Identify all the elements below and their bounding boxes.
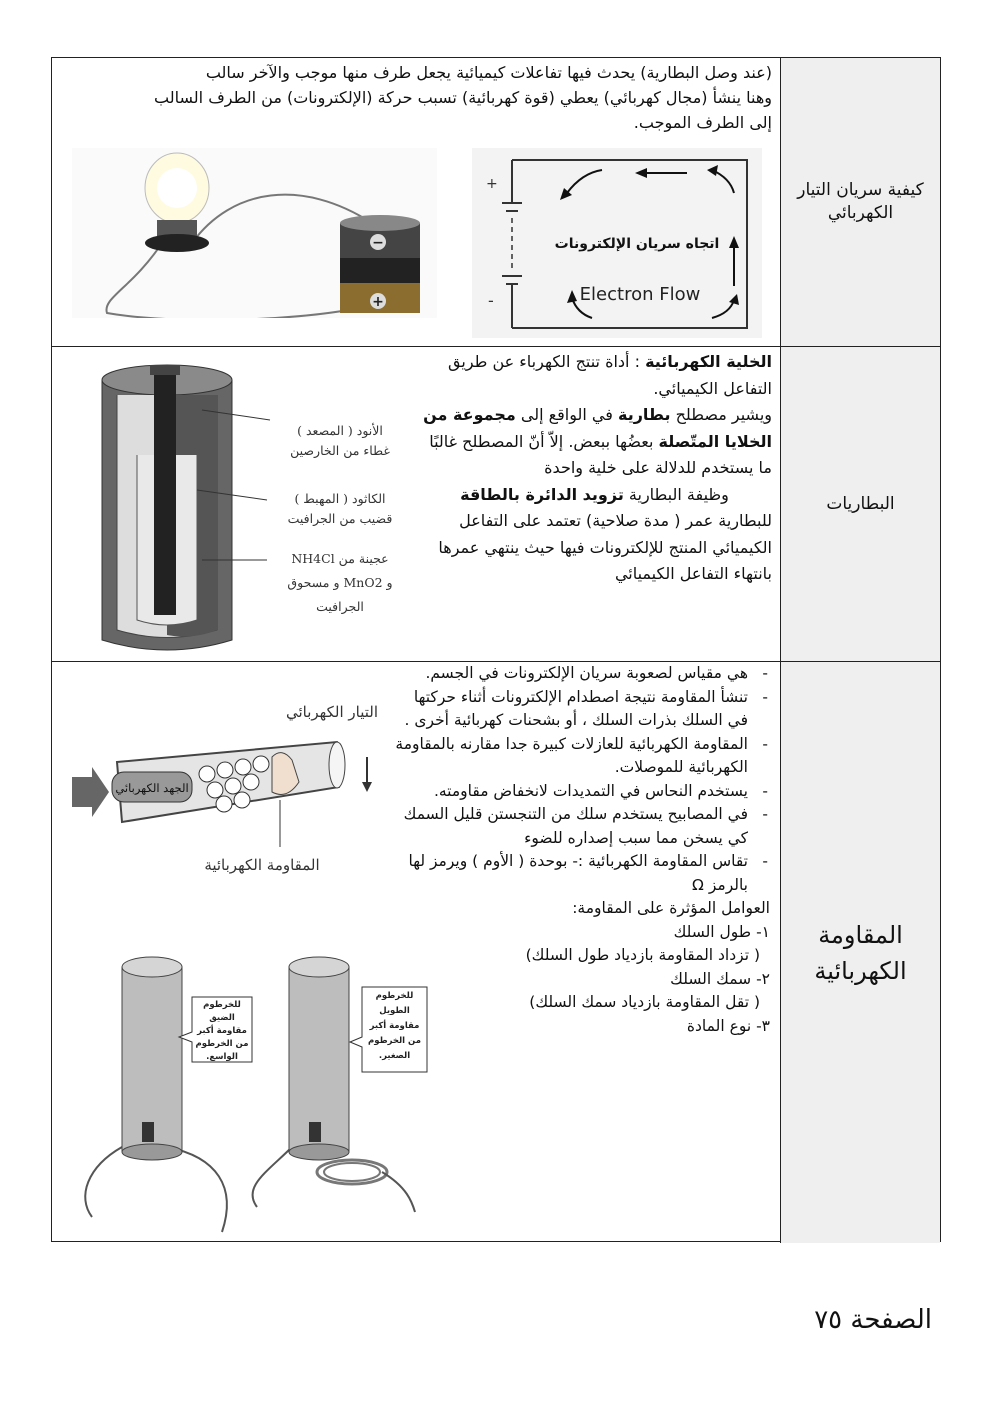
list-item: - المقاومة الكهربائية للعازلات كبيرة جدا مقارنه بالمقاومة الكهربائية للموصلات. [395, 733, 770, 780]
battery-function [417, 482, 772, 509]
row-batteries [52, 347, 940, 662]
row-label-text: المقاومة الكهربائية [814, 920, 907, 985]
text-line: وهنا ينشأ (مجال كهربائي) يعطي (قوة كهربائية) تسبب حركة (الإلكترونات) من الطرف السالب [154, 88, 772, 107]
long-hose-note: للخرطوم الطويل مقاومة أكبر من الخرطوم الصغير. [368, 991, 421, 1061]
battery-plus-sign: + [372, 294, 384, 310]
narrow-hose-note: للخرطوم الضيق مقاومة أكبر من الخرطوم الواسع. [195, 1000, 249, 1061]
term-supply-energy: تزويد الدائرة بالطاقة [460, 484, 624, 504]
circuit-minus-sign: - [488, 291, 494, 310]
battery-term-note [417, 402, 772, 482]
factor-line: ( تقل المقاومة بازدياد سمك السلك) [529, 993, 760, 1011]
factor-line: ٣- نوع المادة [686, 1016, 770, 1035]
circuit-plus-sign: + [486, 176, 498, 192]
row-resistance [52, 662, 940, 1243]
row-label [780, 347, 940, 661]
resistance-pipe-diagram [67, 682, 412, 882]
voltage-label: الجهد الكهربائي [115, 781, 189, 795]
electron-flow-caption-en: Electron Flow [579, 284, 701, 305]
resistance-facts [395, 662, 770, 897]
list-item: - يستخدم النحاس في التمديدات لانخفاض مقاومته. [395, 780, 770, 804]
resistance-description [395, 662, 770, 1038]
cell-definition [417, 349, 772, 402]
row-content [52, 662, 780, 1243]
list-item: - في المصابيح يستخدم سلك من التنجستن قليل السمك كي يسخن مما سبب إصداره للضوء [395, 803, 770, 850]
term-cell-group: مجموعة من الخلايا المتّصلة [423, 405, 772, 451]
factor-line: ٢- سمك السلك [670, 969, 770, 988]
text-line: (عند وصل البطارية) يحدث فيها تفاعلات كيميائية يجعل طرف منها موجب والآخر سالب [205, 63, 772, 82]
electron-flow-circuit [472, 148, 762, 338]
content-table [51, 57, 941, 1242]
text: في الواقع إلى [515, 405, 618, 424]
factor-line: ( تزداد المقاومة بازدياد طول السلك) [525, 946, 760, 964]
battery-minus-sign: − [372, 235, 384, 251]
list-item: - تقاس المقاومة الكهربائية :- بوحدة ( الأوم ) ويرمز لها بالرمز Ω [395, 850, 770, 897]
row-content [52, 58, 780, 346]
list-item: - هي مقياس لصعوبة سريان الإلكترونات في الجسم. [395, 662, 770, 686]
text-line: إلى الطرف الموجب. [633, 113, 772, 132]
row-label [780, 58, 940, 346]
current-label: التيار الكهربائي [285, 703, 379, 721]
battery-life: للبطارية عمر ( مدة صلاحية) تعتمد على التفاعل الكيميائي المنتج للإلكترونات فيها حيث ينتهي عمرها بانتهاء التفاعل الكيميائي [438, 511, 772, 583]
flow-description [57, 60, 772, 135]
text: بعضُها ببعض. إلاّ أنّ المصطلح غالبًا ما يستخدم للدلالة على خلية واحدة [429, 431, 772, 477]
anode-sublabel: غطاء من الخارصين [290, 443, 390, 458]
row-content [52, 347, 780, 661]
resistance-label: المقاومة الكهربائية [204, 856, 320, 874]
factors-title: العوامل المؤثرة على المقاومة: [572, 899, 770, 917]
definition-text: : أداة تنتج الكهرباء عن طريق التفاعل الكيميائي. [448, 352, 772, 398]
paste-sublabel: و MnO2 و مسحوق [287, 575, 393, 590]
row-label-text: البطاريات [826, 493, 895, 514]
electron-flow-caption-ar: اتجاه سريان الإلكترونات [554, 236, 720, 252]
bulb-battery-illustration [72, 148, 437, 318]
paste-label: عجينة من NH4Cl [291, 551, 389, 566]
row-label [780, 662, 940, 1243]
cathode-label: الكاثود ( المهبط ) [294, 491, 386, 506]
dry-cell-diagram [92, 355, 422, 655]
text: وظيفة البطارية [623, 484, 729, 504]
term-electric-cell: الخلية الكهربائية [645, 352, 772, 371]
anode-label: الأنود ( المصعد ) [297, 423, 383, 438]
page-number: الصفحة ٧٥ [814, 1305, 932, 1335]
hose-resistance-diagram [67, 947, 437, 1237]
text: ويشير مصطلح [670, 405, 772, 424]
factor-line: ١- طول السلك [673, 922, 770, 941]
term-battery: بطارية [617, 405, 671, 424]
cathode-sublabel: قضيب من الجرافيت [287, 511, 393, 526]
paste-sublabel-2: الجرافيت [316, 599, 364, 614]
row-current-flow [52, 58, 940, 347]
list-item: - تنشأ المقاومة نتيجة اصطدام الإلكترونات أثناء حركتها في السلك بذرات السلك ، أو بشحنات كهربائية أخرى . [395, 686, 770, 733]
row-label-text: كيفية سريان التيار الكهربائي [797, 180, 924, 223]
battery-description [417, 349, 772, 588]
